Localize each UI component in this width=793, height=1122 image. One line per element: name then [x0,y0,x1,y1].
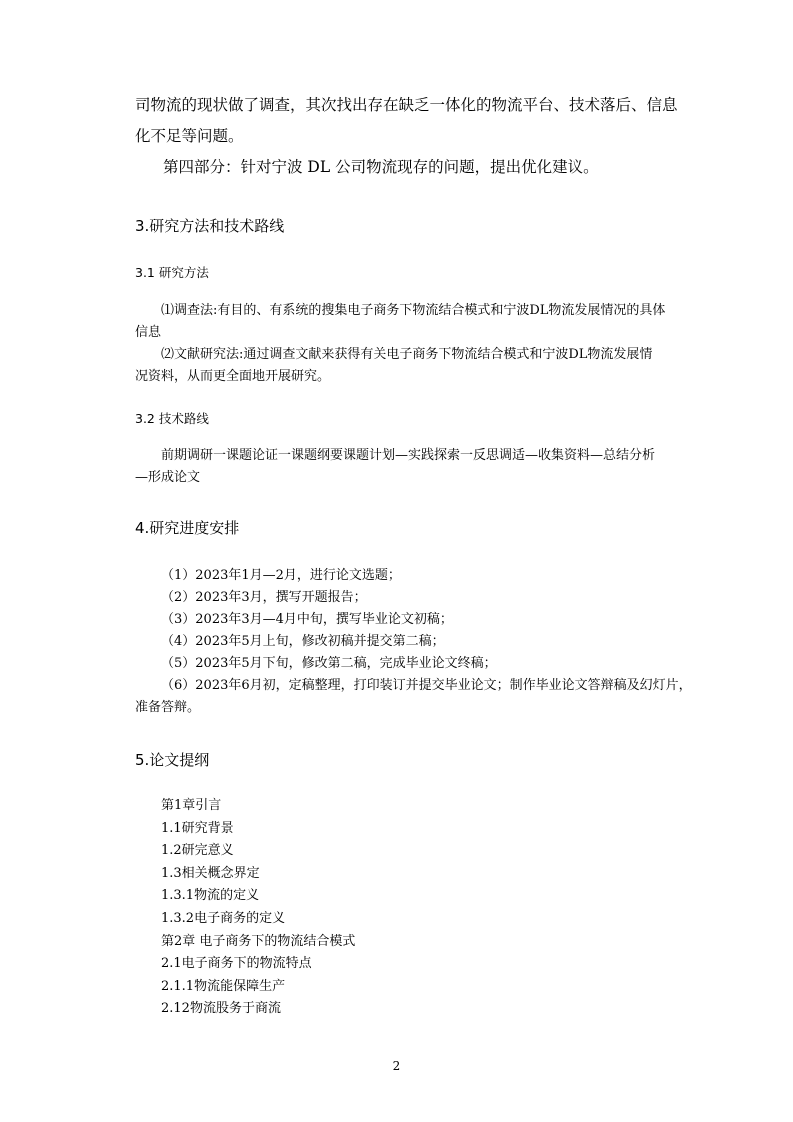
tech-route [135,445,701,489]
schedule-item: （3）2023年3月—4月中旬，撰写毕业论文初稿； [161,612,453,627]
schedule-item-6-continued: 准备答辩。 [135,700,201,715]
method-list [135,300,701,388]
outline-item: 1.3相关概念界定 [161,865,260,881]
schedule-item: （6）2023年6月初，定稿整理，打印装订并提交毕业论文；制作毕业论文答辩稿及幻灯片， [161,678,692,693]
route-line-1: 前期调研一课题论证一课题纲要课题计划—实践探索一反思调适—收集资料—总结分析 [161,448,656,463]
outline-item: 第2章 电子商务下的物流结合模式 [161,933,356,949]
page-number: 2 [392,1059,401,1073]
outline-item: 1.2研完意义 [161,843,234,859]
intro-line-3: 第四部分：针对宁波 DL 公司物流现存的问题，提出优化建议。 [163,158,599,176]
outline-item: 1.1研究背景 [161,820,234,836]
outline-item: 1.3.1物流的定义 [161,888,260,904]
section-4-heading: 4.研究进度安排 [135,519,240,537]
schedule-item: （1）2023年1月—2月，进行论文选题； [161,568,401,583]
section-3-2-heading: 3.2 技术路线 [135,411,209,426]
outline-item: 2.12物流股务于商流 [161,1001,281,1017]
intro-paragraph [135,90,701,183]
method-1-line-2: 信息 [135,325,162,340]
section-3-1-heading: 3.1 研究方法 [135,265,209,280]
section-3-heading: 3.研究方法和技术路线 [135,217,285,235]
route-line-2: —形成论文 [135,470,201,485]
schedule-list [135,565,701,719]
outline-item: 2.1电子商务下的物流特点 [161,956,312,972]
thesis-outline [135,795,701,1021]
section-5-heading: 5.论文提纲 [135,751,210,769]
outline-item: 1.3.2电子商务的定义 [161,910,286,926]
method-2-line-2: 况资料，从而更全面地开展研究。 [135,369,331,384]
schedule-item: （4）2023年5月上旬，修改初稿并提交第二稿； [161,634,445,649]
outline-item: 2.1.1物流能保障生产 [161,978,286,994]
schedule-item: （2）2023年3月，撰写开题报告； [161,590,367,605]
intro-line-2: 化不足等问题。 [135,127,244,145]
method-1-line-1: ⑴调查法:有目的、有系统的搜集电子商务下物流结合模式和宁波DL物流发展情况的具体 [161,303,666,318]
method-2-line-1: ⑵文献研究法:通过调查文献来获得有关电子商务下物流结合模式和宁波DL物流发展情 [161,347,653,362]
schedule-item: （5）2023年5月下旬，修改第二稿，完成毕业论文终稿； [161,656,497,671]
outline-item: 第1章引言 [161,798,222,813]
intro-line-1: 司物流的现状做了调查，其次找出存在缺乏一体化的物流平台、技术落后、信息 [135,96,678,114]
